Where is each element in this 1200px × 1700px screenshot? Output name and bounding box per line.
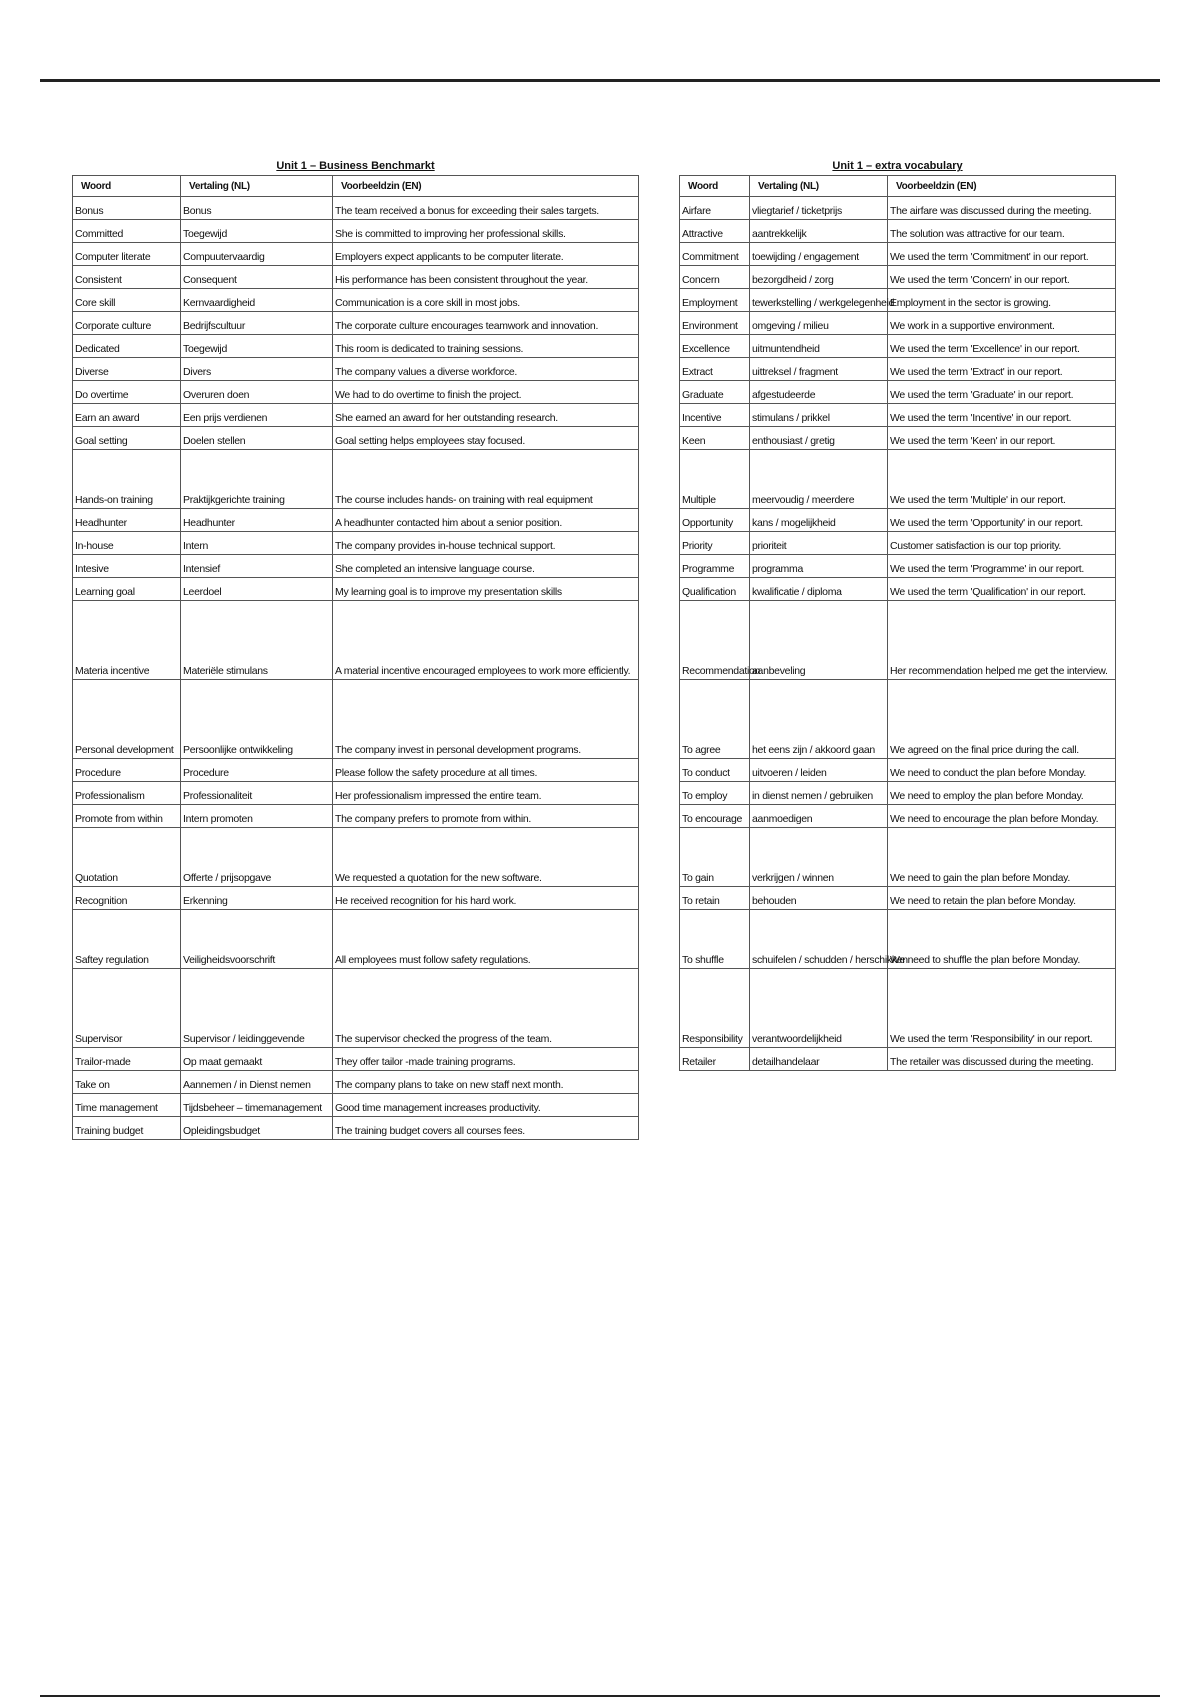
cell-translation: bezorgdheid / zorg <box>750 266 888 289</box>
cell-translation: behouden <box>750 887 888 910</box>
cell-example: We used the term 'Keen' in our report. <box>888 427 1116 450</box>
cell-example: They offer tailor -made training programs. <box>333 1048 639 1071</box>
cell-example: She earned an award for her outstanding research. <box>333 404 639 427</box>
table-row <box>680 680 1116 759</box>
cell-word: Time management <box>73 1094 181 1117</box>
cell-word: Personal development <box>73 680 181 759</box>
table-row <box>73 759 639 782</box>
bottom-rule <box>40 1695 1160 1697</box>
table-row <box>73 312 639 335</box>
cell-translation: Toegewijd <box>181 335 333 358</box>
table-row <box>73 969 639 1048</box>
cell-word: Responsibility <box>680 969 750 1048</box>
table-row <box>680 197 1116 220</box>
cell-word: Recognition <box>73 887 181 910</box>
cell-word: To shuffle <box>680 910 750 969</box>
cell-translation: enthousiast / gretig <box>750 427 888 450</box>
table-row <box>73 1048 639 1071</box>
cell-translation: aantrekkelijk <box>750 220 888 243</box>
table-row <box>680 312 1116 335</box>
table-row <box>680 427 1116 450</box>
cell-translation: Intensief <box>181 555 333 578</box>
cell-example: We requested a quotation for the new software. <box>333 828 639 887</box>
table-row <box>73 335 639 358</box>
cell-word: Programme <box>680 555 750 578</box>
cell-word: Procedure <box>73 759 181 782</box>
cell-translation: aanmoedigen <box>750 805 888 828</box>
table-row <box>680 805 1116 828</box>
table-row <box>73 509 639 532</box>
cell-word: Committed <box>73 220 181 243</box>
cell-translation: het eens zijn / akkoord gaan <box>750 680 888 759</box>
table-row <box>680 335 1116 358</box>
cell-translation: toewijding / engagement <box>750 243 888 266</box>
cell-translation: Intern <box>181 532 333 555</box>
table-row <box>73 601 639 680</box>
table-row <box>680 887 1116 910</box>
cell-example: The training budget covers all courses fees. <box>333 1117 639 1140</box>
table-row <box>73 289 639 312</box>
cell-translation: tewerkstelling / werkgelegenheid <box>750 289 888 312</box>
cell-word: To employ <box>680 782 750 805</box>
cell-translation: Praktijkgerichte training <box>181 450 333 509</box>
table-row <box>73 1094 639 1117</box>
cell-word: To agree <box>680 680 750 759</box>
cell-word: Professionalism <box>73 782 181 805</box>
cell-translation: Een prijs verdienen <box>181 404 333 427</box>
cell-example: The course includes hands- on training with real equipment <box>333 450 639 509</box>
cell-translation: Overuren doen <box>181 381 333 404</box>
table-header-row <box>680 176 1116 197</box>
table-row <box>680 969 1116 1048</box>
table-header-row <box>73 176 639 197</box>
vocabulary-table <box>72 175 639 1140</box>
table-row <box>680 404 1116 427</box>
table-row <box>73 450 639 509</box>
column-header-example: Voorbeeldzin (EN) <box>333 176 639 197</box>
table-row <box>680 759 1116 782</box>
table-row <box>680 266 1116 289</box>
cell-word: Graduate <box>680 381 750 404</box>
table-row <box>680 782 1116 805</box>
cell-example: We used the term 'Concern' in our report. <box>888 266 1116 289</box>
table-row <box>680 220 1116 243</box>
table-row <box>680 532 1116 555</box>
cell-example: She completed an intensive language course. <box>333 555 639 578</box>
cell-word: Priority <box>680 532 750 555</box>
cell-example: The company values a diverse workforce. <box>333 358 639 381</box>
cell-word: Attractive <box>680 220 750 243</box>
table-row <box>680 509 1116 532</box>
cell-word: Employment <box>680 289 750 312</box>
cell-translation: kans / mogelijkheid <box>750 509 888 532</box>
cell-translation: uitvoeren / leiden <box>750 759 888 782</box>
cell-example: Goal setting helps employees stay focused. <box>333 427 639 450</box>
cell-example: We used the term 'Qualification' in our report. <box>888 578 1116 601</box>
table-row <box>680 910 1116 969</box>
cell-translation: Headhunter <box>181 509 333 532</box>
cell-example: She is committed to improving her professional skills. <box>333 220 639 243</box>
cell-example: We used the term 'Programme' in our report. <box>888 555 1116 578</box>
cell-translation: Procedure <box>181 759 333 782</box>
cell-translation: uittreksel / fragment <box>750 358 888 381</box>
cell-word: Training budget <box>73 1117 181 1140</box>
cell-word: Consistent <box>73 266 181 289</box>
table-row <box>73 243 639 266</box>
cell-example: We used the term 'Excellence' in our report. <box>888 335 1116 358</box>
cell-example: The company provides in-house technical support. <box>333 532 639 555</box>
cell-example: A material incentive encouraged employees to work more efficiently. <box>333 601 639 680</box>
cell-example: We used the term 'Graduate' in our report. <box>888 381 1116 404</box>
cell-translation: Leerdoel <box>181 578 333 601</box>
cell-word: Supervisor <box>73 969 181 1048</box>
cell-translation: programma <box>750 555 888 578</box>
cell-word: Promote from within <box>73 805 181 828</box>
cell-translation: Consequent <box>181 266 333 289</box>
cell-word: To retain <box>680 887 750 910</box>
cell-word: Earn an award <box>73 404 181 427</box>
cell-word: Commitment <box>680 243 750 266</box>
table-row <box>73 782 639 805</box>
cell-word: Saftey regulation <box>73 910 181 969</box>
cell-translation: verkrijgen / winnen <box>750 828 888 887</box>
top-rule <box>40 79 1160 82</box>
column-header-translation: Vertaling (NL) <box>181 176 333 197</box>
cell-example: We agreed on the final price during the call. <box>888 680 1116 759</box>
cell-word: Corporate culture <box>73 312 181 335</box>
cell-example: We used the term 'Commitment' in our report. <box>888 243 1116 266</box>
cell-example: Communication is a core skill in most jobs. <box>333 289 639 312</box>
cell-word: Incentive <box>680 404 750 427</box>
cell-example: We need to shuffle the plan before Monday. <box>888 910 1116 969</box>
column-header-word: Woord <box>680 176 750 197</box>
cell-translation: kwalificatie / diploma <box>750 578 888 601</box>
cell-example: All employees must follow safety regulations. <box>333 910 639 969</box>
cell-example: Employers expect applicants to be computer literate. <box>333 243 639 266</box>
cell-translation: Tijdsbeheer – timemanagement <box>181 1094 333 1117</box>
table-row <box>680 828 1116 887</box>
cell-translation: Bedrijfscultuur <box>181 312 333 335</box>
table-row <box>680 578 1116 601</box>
cell-word: Do overtime <box>73 381 181 404</box>
cell-translation: vliegtarief / ticketprijs <box>750 197 888 220</box>
table-title: Unit 1 – extra vocabulary <box>832 160 963 172</box>
cell-example: My learning goal is to improve my presentation skills <box>333 578 639 601</box>
table-row <box>680 243 1116 266</box>
table-row <box>73 532 639 555</box>
cell-example: Please follow the safety procedure at all times. <box>333 759 639 782</box>
cell-example: Good time management increases productivity. <box>333 1094 639 1117</box>
cell-translation: Toegewijd <box>181 220 333 243</box>
column-header-example: Voorbeeldzin (EN) <box>888 176 1116 197</box>
cell-word: To encourage <box>680 805 750 828</box>
cell-translation: Supervisor / leidinggevende <box>181 969 333 1048</box>
cell-word: Bonus <box>73 197 181 220</box>
cell-example: We used the term 'Extract' in our report. <box>888 358 1116 381</box>
cell-word: Intesive <box>73 555 181 578</box>
cell-word: Concern <box>680 266 750 289</box>
cell-example: We need to gain the plan before Monday. <box>888 828 1116 887</box>
cell-translation: detailhandelaar <box>750 1048 888 1071</box>
table-title: Unit 1 – Business Benchmarkt <box>276 160 435 172</box>
cell-word: Multiple <box>680 450 750 509</box>
table-row <box>680 1048 1116 1071</box>
cell-translation: aanbeveling <box>750 601 888 680</box>
table-row <box>73 404 639 427</box>
table-row <box>680 289 1116 312</box>
cell-example: Employment in the sector is growing. <box>888 289 1116 312</box>
cell-example: The solution was attractive for our team. <box>888 220 1116 243</box>
table-row <box>73 381 639 404</box>
cell-translation: Professionaliteit <box>181 782 333 805</box>
cell-word: Headhunter <box>73 509 181 532</box>
cell-translation: Compuutervaardig <box>181 243 333 266</box>
table-row <box>680 381 1116 404</box>
cell-example: The team received a bonus for exceeding their sales targets. <box>333 197 639 220</box>
cell-translation: omgeving / milieu <box>750 312 888 335</box>
cell-translation: in dienst nemen / gebruiken <box>750 782 888 805</box>
cell-word: Recommendation <box>680 601 750 680</box>
table-row <box>73 266 639 289</box>
cell-example: The retailer was discussed during the meeting. <box>888 1048 1116 1071</box>
cell-word: To gain <box>680 828 750 887</box>
table-row <box>73 1117 639 1140</box>
cell-example: The supervisor checked the progress of the team. <box>333 969 639 1048</box>
cell-example: The company invest in personal development programs. <box>333 680 639 759</box>
cell-word: In-house <box>73 532 181 555</box>
cell-translation: Divers <box>181 358 333 381</box>
cell-example: We need to retain the plan before Monday. <box>888 887 1116 910</box>
table-row <box>73 358 639 381</box>
cell-word: Hands-on training <box>73 450 181 509</box>
cell-word: Diverse <box>73 358 181 381</box>
column-header-translation: Vertaling (NL) <box>750 176 888 197</box>
cell-example: The airfare was discussed during the meeting. <box>888 197 1116 220</box>
cell-example: We used the term 'Responsibility' in our report. <box>888 969 1116 1048</box>
cell-translation: uitmuntendheid <box>750 335 888 358</box>
cell-word: Extract <box>680 358 750 381</box>
cell-example: We had to do overtime to finish the project. <box>333 381 639 404</box>
table-row <box>680 555 1116 578</box>
table-row <box>73 910 639 969</box>
business-benchmarkt-vocabulary <box>72 158 639 1140</box>
cell-word: Goal setting <box>73 427 181 450</box>
table-row <box>73 887 639 910</box>
table-row <box>680 601 1116 680</box>
cell-translation: Bonus <box>181 197 333 220</box>
cell-example: A headhunter contacted him about a senior position. <box>333 509 639 532</box>
table-row <box>73 555 639 578</box>
cell-word: Trailor-made <box>73 1048 181 1071</box>
table-row <box>73 680 639 759</box>
cell-word: Computer literate <box>73 243 181 266</box>
cell-example: The company prefers to promote from within. <box>333 805 639 828</box>
cell-word: Environment <box>680 312 750 335</box>
table-row <box>680 358 1116 381</box>
cell-example: Her recommendation helped me get the interview. <box>888 601 1116 680</box>
cell-example: Customer satisfaction is our top priority. <box>888 532 1116 555</box>
cell-example: We used the term 'Incentive' in our report. <box>888 404 1116 427</box>
cell-translation: Materiële stimulans <box>181 601 333 680</box>
cell-example: We need to encourage the plan before Monday. <box>888 805 1116 828</box>
cell-example: We work in a supportive environment. <box>888 312 1116 335</box>
cell-example: This room is dedicated to training sessions. <box>333 335 639 358</box>
cell-word: Take on <box>73 1071 181 1094</box>
cell-example: The corporate culture encourages teamwork and innovation. <box>333 312 639 335</box>
cell-word: Airfare <box>680 197 750 220</box>
cell-translation: meervoudig / meerdere <box>750 450 888 509</box>
cell-example: We need to employ the plan before Monday. <box>888 782 1116 805</box>
table-row <box>73 220 639 243</box>
cell-word: To conduct <box>680 759 750 782</box>
cell-example: The company plans to take on new staff next month. <box>333 1071 639 1094</box>
cell-translation: Intern promoten <box>181 805 333 828</box>
cell-word: Dedicated <box>73 335 181 358</box>
cell-example: We used the term 'Opportunity' in our report. <box>888 509 1116 532</box>
cell-word: Qualification <box>680 578 750 601</box>
column-header-word: Woord <box>73 176 181 197</box>
cell-word: Materia incentive <box>73 601 181 680</box>
cell-translation: Op maat gemaakt <box>181 1048 333 1071</box>
cell-translation: Erkenning <box>181 887 333 910</box>
cell-translation: prioriteit <box>750 532 888 555</box>
cell-translation: schuifelen / schudden / herschikken <box>750 910 888 969</box>
table-row <box>73 805 639 828</box>
cell-translation: afgestudeerde <box>750 381 888 404</box>
cell-translation: Aannemen / in Dienst nemen <box>181 1071 333 1094</box>
cell-word: Opportunity <box>680 509 750 532</box>
cell-translation: stimulans / prikkel <box>750 404 888 427</box>
cell-word: Quotation <box>73 828 181 887</box>
cell-example: His performance has been consistent throughout the year. <box>333 266 639 289</box>
cell-word: Retailer <box>680 1048 750 1071</box>
cell-word: Core skill <box>73 289 181 312</box>
cell-translation: Veiligheidsvoorschrift <box>181 910 333 969</box>
cell-example: Her professionalism impressed the entire team. <box>333 782 639 805</box>
cell-example: He received recognition for his hard work. <box>333 887 639 910</box>
cell-translation: Opleidingsbudget <box>181 1117 333 1140</box>
cell-translation: Offerte / prijsopgave <box>181 828 333 887</box>
cell-example: We need to conduct the plan before Monday. <box>888 759 1116 782</box>
cell-translation: Kernvaardigheid <box>181 289 333 312</box>
cell-word: Excellence <box>680 335 750 358</box>
cell-translation: Persoonlijke ontwikkeling <box>181 680 333 759</box>
table-row <box>73 1071 639 1094</box>
cell-translation: verantwoordelijkheid <box>750 969 888 1048</box>
cell-word: Keen <box>680 427 750 450</box>
table-row <box>73 578 639 601</box>
extra-vocabulary <box>679 158 1116 1071</box>
vocabulary-table <box>679 175 1116 1071</box>
table-row <box>73 828 639 887</box>
table-row <box>73 427 639 450</box>
cell-translation: Doelen stellen <box>181 427 333 450</box>
cell-example: We used the term 'Multiple' in our report. <box>888 450 1116 509</box>
cell-word: Learning goal <box>73 578 181 601</box>
table-row <box>680 450 1116 509</box>
table-row <box>73 197 639 220</box>
